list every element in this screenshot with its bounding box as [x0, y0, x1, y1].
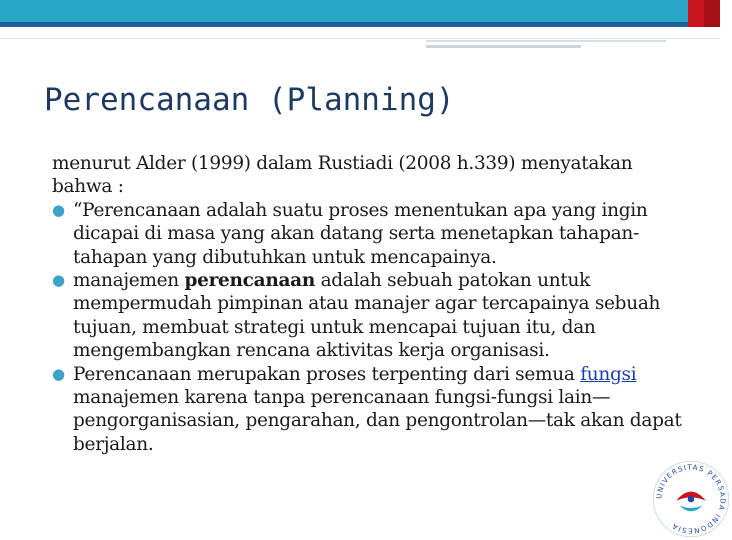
list-item	[52, 363, 692, 457]
fungsi-link[interactable]: fungsi	[580, 363, 637, 385]
header-accent-red-dark	[704, 0, 720, 27]
bullet-list	[52, 199, 692, 456]
header-bar	[0, 0, 688, 22]
bullet-text-3-before: Perencanaan merupakan proses terpenting dari semua	[73, 363, 581, 385]
bullet-text-2-bold: perencanaan	[184, 270, 315, 292]
bullet-text-3-after: manajemen karena tanpa perencanaan fungsi-fungsi lain—pengorganisasian, pengarahan, dan pengontrolan—tak akan dapat berjalan.	[73, 387, 682, 455]
header-bar-underline	[0, 22, 688, 27]
list-item	[52, 199, 692, 269]
bullet-text-1: “Perencanaan adalah suatu proses menentukan apa yang ingin dicapai di masa yang akan datang serta menetapkan tahapan-tahapan yang dibutuhkan untuk mencapainya.	[73, 199, 648, 268]
bullet-text-2-after: adalah sebuah patokan untuk mempermudah pimpinan atau manajer agar tercapainya sebuah tujuan, membuat strategi untuk mencapai tujuan itu, dan mengembangkan rencana aktivitas kerja organisasi.	[73, 270, 661, 362]
bullet-icon: ●	[52, 200, 65, 219]
intro-text: menurut Alder (1999) dalam Rustiadi (2008 h.339) menyatakan bahwa :	[52, 153, 633, 198]
seal-text: UNIVERSITAS PERSADA INDONESIA	[655, 463, 727, 535]
bullet-text-2-before: manajemen	[73, 270, 185, 292]
divider-line-shorter	[426, 45, 581, 48]
slide-content	[52, 152, 692, 456]
list-item	[52, 269, 692, 363]
university-seal-logo	[650, 458, 732, 540]
divider-line-short	[426, 40, 666, 42]
slide-title: Perencanaan (Planning)	[44, 82, 455, 118]
bullet-icon: ●	[52, 364, 65, 383]
bullet-icon: ●	[52, 271, 65, 290]
divider-line	[0, 38, 720, 39]
